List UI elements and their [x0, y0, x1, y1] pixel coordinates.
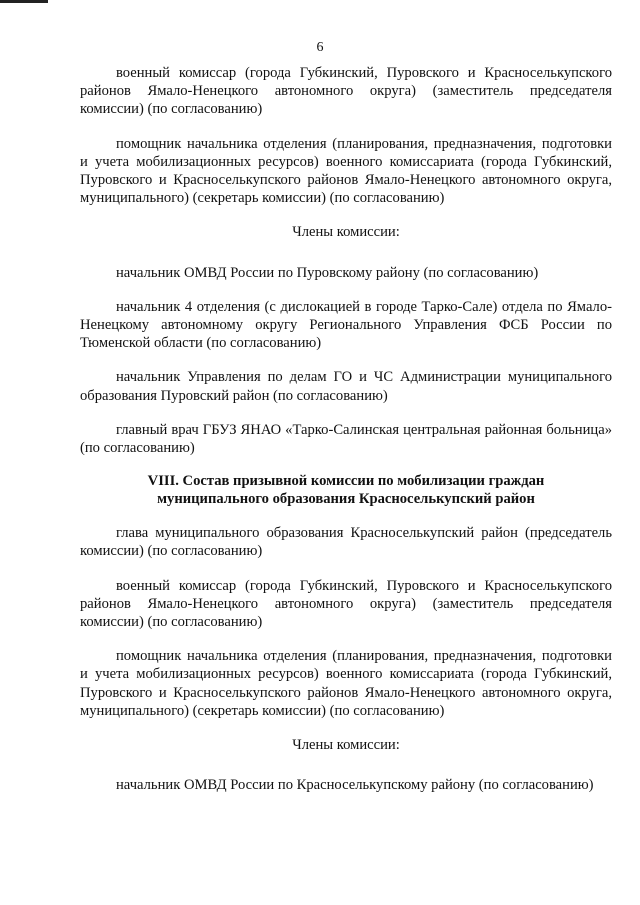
- member-fsb-office: начальник 4 отделения (с дислокацией в городе Тарко-Сале) отдела по Ямало-Ненецкому автономному округу Регионального Управления ФСБ России по Тюменской области (по согласованию): [80, 298, 612, 352]
- section-viii-title-line2: муниципального образования Красноселькупский район: [157, 491, 535, 508]
- paragraph-secretary-1: помощник начальника отделения (планирования, предназначения, подготовки и учета мобилизационных ресурсов) военного комиссариата (города Губкинский, Пуровского и Красноселькупского районов Ямало-Ненецкого автономного округа, муниципального) (секретарь комиссии) (по согласованию): [80, 135, 612, 207]
- member-omvd-krasnoselkupsky: начальник ОМВД России по Красноселькупскому району (по согласованию): [116, 777, 594, 794]
- paragraph-chair-viii: глава муниципального образования Красноселькупский район (председатель комиссии) (по согласованию): [80, 525, 612, 560]
- member-chief-doctor: главный врач ГБУЗ ЯНАО «Тарко-Салинская центральная районная больница» (по согласованию): [80, 421, 612, 457]
- page-number: 6: [316, 40, 324, 55]
- paragraph-deputy-chair-viii: военный комиссар (города Губкинский, Пуровского и Красноселькупского районов Ямало-Ненецкого автономного округа) (заместитель председателя комиссии) (по согласованию): [80, 577, 612, 631]
- document-body: [80, 64, 612, 810]
- members-heading-1: Члены комиссии:: [292, 224, 400, 241]
- member-go-chs: начальник Управления по делам ГО и ЧС Администрации муниципального образования Пуровский район (по согласованию): [80, 369, 612, 404]
- member-omvd-purovsky: начальник ОМВД России по Пуровскому району (по согласованию): [116, 264, 539, 281]
- members-heading-viii: Члены комиссии:: [292, 737, 400, 754]
- section-viii-title: [80, 472, 612, 508]
- scan-edge-mark: [0, 0, 48, 3]
- section-viii-title-line1: VIII. Состав призывной комиссии по мобилизации граждан: [147, 473, 545, 490]
- paragraph-secretary-viii: помощник начальника отделения (планирования, предназначения, подготовки и учета мобилизационных ресурсов) военного комиссариата (города Губкинский, Пуровского и Красноселькупского районов Ямало-Ненецкого автономного округа, муниципального) (секретарь комиссии) (по согласованию): [80, 648, 612, 719]
- paragraph-deputy-chair-1: военный комиссар (города Губкинский, Пуровского и Красноселькупского районов Ямало-Ненецкого автономного округа) (заместитель председателя комиссии) (по согласованию): [80, 65, 612, 118]
